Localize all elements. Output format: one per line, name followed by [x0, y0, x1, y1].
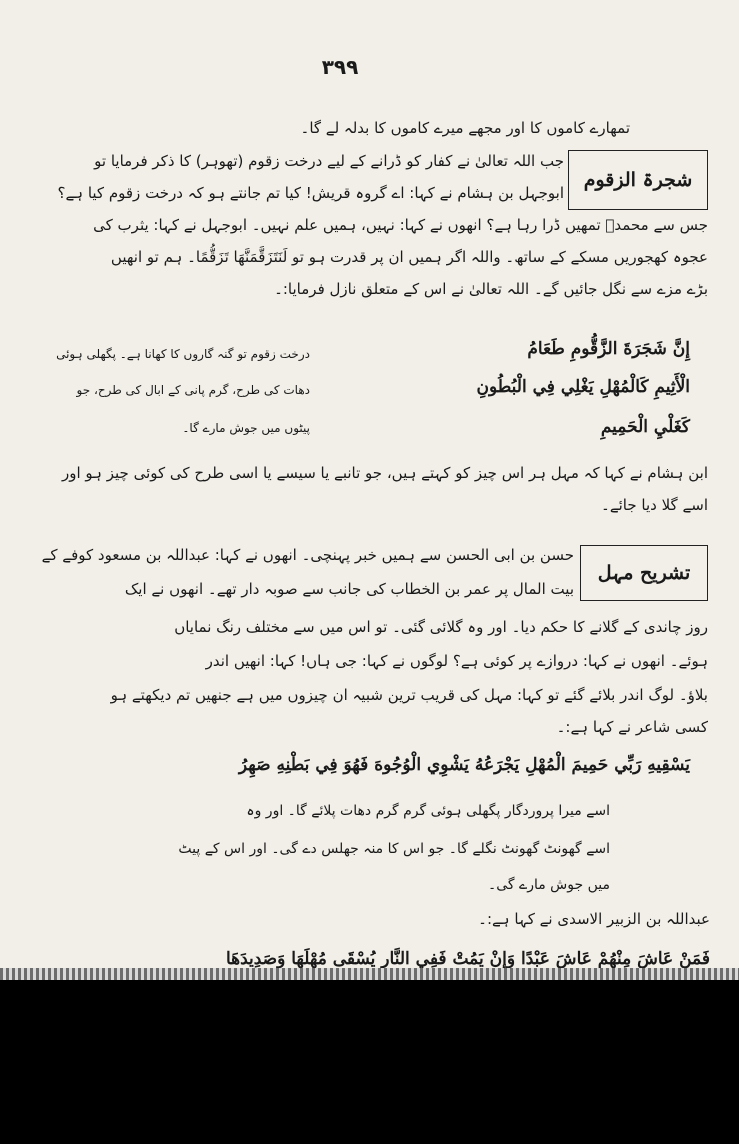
section2-line-6: کسی شاعر نے کہا ہے:۔: [556, 718, 708, 736]
section1-line-1: جب اللہ تعالیٰ نے کفار کو ڈرانے کے لیے درخت زقوم (تھوہر) کا ذکر فرمایا تو: [94, 152, 564, 170]
verse2-translation-line-2: اسے گھونٹ گھونٹ نگلے گا۔ جو اس کا منہ جھلس دے گی۔ اور اس کے پیٹ: [178, 841, 610, 857]
verse1-translation-line-1: درخت زقوم تو گنہ گاروں کا کھانا ہے۔ پگھلی ہوئی: [56, 347, 310, 361]
verse1-arabic-line-3: كَغَلْيِ الْحَمِيمِ: [600, 417, 690, 437]
text-line-top: تمھارے کاموں کا اور مجھے میرے کاموں کا بدلہ لے گا۔: [300, 119, 630, 137]
verse2-translation-line-1: اسے میرا پروردگار پگھلی ہوئی گرم گرم دھات پلائے گا۔ اور وہ: [246, 803, 610, 819]
section2-line-5: بلاؤ۔ لوگ اندر بلائے گئے تو کہا: مہل کی قریب ترین شبیہ ان چیزوں میں ہے جنھیں تم دیکھتے ہو: [110, 686, 708, 704]
verse2-arabic: يَسْقِيهِ رَبِّي حَمِيمَ الْمُهْلِ يَجْرَعُهُ يَشْوِي الْوُجُوهَ فَهُوَ فِي بَطْنِهِ صَهِرُ: [238, 755, 690, 775]
scan-edge-band: [0, 968, 739, 980]
section-heading-tashreeh-muhl: [580, 545, 708, 601]
section1-line-2: ابوجہل بن ہشام نے کہا: اے گروہ قریش! کیا تم جانتے ہو کہ درخت زقوم کیا ہے؟: [57, 184, 564, 202]
para2-line-2: اسے گلا دیا جائے۔: [601, 496, 708, 514]
section2-line-4: ہوئے۔ انھوں نے کہا: دروازے پر کوئی ہے؟ لوگوں نے کہا: جی ہاں! کہا: انھیں اندر: [205, 652, 708, 670]
verse2-translation-line-3: میں جوش مارے گی۔: [488, 877, 610, 893]
poet-intro-line: عبداللہ بن الزبیر الاسدی نے کہا ہے:۔: [478, 910, 710, 928]
verse1-translation-line-3: پیٹوں میں جوش مارے گا۔: [182, 421, 310, 435]
section-heading-label: تشریح مہل: [597, 562, 691, 584]
section1-line-3: جس سے محمدؐ تمھیں ڈرا رہا ہے؟ انھوں نے کہا: نہیں، ہمیں علم نہیں۔ ابوجہل نے کہا: یثرب کی: [93, 216, 708, 234]
section-heading-shajarat-al-zaqqum: [568, 150, 708, 210]
verse3-arabic-partial: فَمَنْ عَاشَ مِنْهُمْ عَاشَ عَبْدًا وَإِنْ يَمُتْ فَفِي النَّارِ يُسْقَى مُهْلَهَا وَصَدِيدَهَا: [225, 949, 710, 968]
verse1-arabic-line-1: إِنَّ شَجَرَةَ الزَّقُّومِ طَعَامُ: [527, 339, 690, 359]
verse1-translation-line-2: دھات کی طرح، گرم پانی کے ابال کی طرح، جو: [76, 383, 310, 397]
section2-line-2: بیت المال پر عمر بن الخطاب کی جانب سے صوبہ دار تھے۔ انھوں نے ایک: [124, 580, 574, 598]
section1-line-5: بڑے مزے سے نگل جائیں گے۔ اللہ تعالیٰ نے اس کے متعلق نازل فرمایا:۔: [274, 280, 708, 298]
page-number: ۳۹۹: [321, 55, 359, 79]
section1-line-4: عجوہ کھجوریں مسکے کے ساتھ۔ واللہ اگر ہمیں ان پر قدرت ہو تو لَنَتَزَقَّمَنَّهَا تَزَقُّمًا۔ ہم تو انھیں: [110, 248, 708, 266]
section-heading-label: شجرۃ الزقوم: [583, 169, 693, 191]
verse1-arabic-line-2: الْأَثِيمِ كَالْمُهْلِ يَغْلِي فِي الْبُطُونِ: [476, 377, 690, 397]
section2-line-3: روز چاندی کے گلانے کا حکم دیا۔ اور وہ گلائی گئی۔ تو اس میں سے مختلف رنگ نمایاں: [174, 618, 708, 636]
para2-line-1: ابن ہشام نے کہا کہ مہل ہر اس چیز کو کہتے ہیں، جو تانبے یا سیسے یا اسی طرح کی کوئی چیز ہو اور: [62, 464, 708, 482]
section2-line-1: حسن بن ابی الحسن سے ہمیں خبر پہنچی۔ انھوں نے کہا: عبداللہ بن مسعود کوفے کے: [41, 546, 574, 564]
